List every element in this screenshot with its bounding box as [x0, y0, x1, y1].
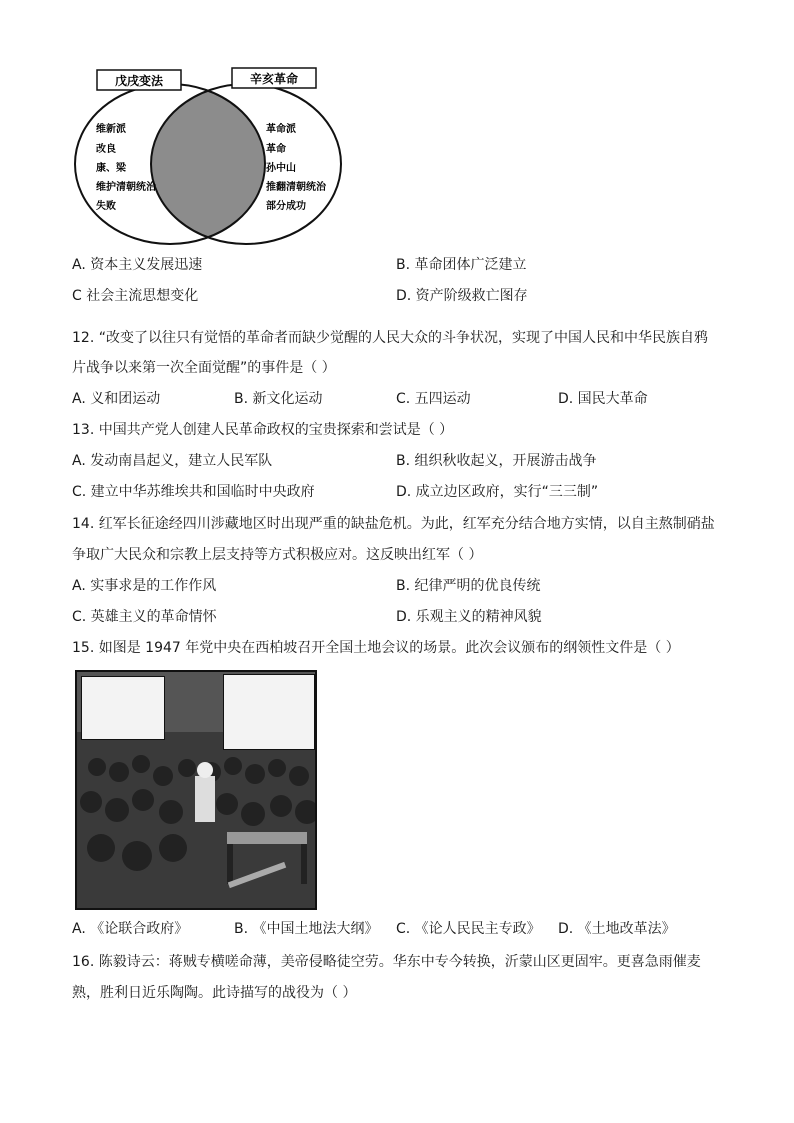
venn-diagram: [70, 64, 350, 248]
q13-option-b[interactable]: B. 组织秋收起义，开展游击战争: [396, 453, 597, 469]
q15-option-a[interactable]: A. 《论联合政府》: [72, 921, 189, 937]
q12-option-d[interactable]: D. 国民大革命: [558, 391, 648, 407]
q15-option-d[interactable]: D. 《土地改革法》: [558, 921, 676, 937]
venn-left-item: 维新派: [96, 124, 126, 135]
venn-right-item: 孙中山: [266, 163, 296, 174]
q11-option-a[interactable]: A. 资本主义发展迅速: [72, 257, 203, 273]
venn-right-item: 革命: [266, 144, 286, 155]
q13-stem: 13. 中国共产党人创建人民革命政权的宝贵探索和尝试是（ ）: [72, 422, 454, 438]
venn-left-item: 维护清朝统治: [96, 182, 156, 193]
q12-option-c[interactable]: C. 五四运动: [396, 391, 471, 407]
q15-option-b[interactable]: B. 《中国土地法大纲》: [234, 921, 379, 937]
q14-option-a[interactable]: A. 实事求是的工作作风: [72, 578, 217, 594]
speech-bubble-left: [81, 676, 165, 740]
venn-left-item: 康、梁: [96, 163, 126, 174]
q14-option-d[interactable]: D. 乐观主义的精神风貌: [396, 609, 542, 625]
venn-left-item: 失败: [96, 201, 116, 212]
land-conference-photo: [75, 670, 317, 910]
q14-option-b[interactable]: B. 纪律严明的优良传统: [396, 578, 541, 594]
q13-option-a[interactable]: A. 发动南昌起义，建立人民军队: [72, 453, 273, 469]
q12-option-a[interactable]: A. 义和团运动: [72, 391, 161, 407]
q12-stem-line2: 片战争以来第一次全面觉醒”的事件是（ ）: [72, 360, 336, 376]
q12-option-b[interactable]: B. 新文化运动: [234, 391, 323, 407]
q15-stem: 15. 如图是 1947 年党中央在西柏坡召开全国土地会议的场景。此次会议颁布的纲领性文件是（ ）: [72, 640, 680, 656]
q15-option-c[interactable]: C. 《论人民民主专政》: [396, 921, 541, 937]
q14-stem-line2: 争取广大民众和宗教上层支持等方式积极应对。这反映出红军（ ）: [72, 547, 483, 563]
venn-right-item: 推翻清朝统治: [266, 182, 326, 193]
q13-option-c[interactable]: C. 建立中华苏维埃共和国临时中央政府: [72, 484, 315, 500]
q11-option-b[interactable]: B. 革命团体广泛建立: [396, 257, 527, 273]
q16-stem-line2: 熟，胜利日近乐陶陶。此诗描写的战役为（ ）: [72, 985, 357, 1001]
speech-bubble-right: [223, 674, 315, 750]
q12-stem-line1: 12. “改变了以往只有觉悟的革命者而缺少觉醒的人民大众的斗争状况，实现了中国人民和中华民族自鸦: [72, 330, 708, 346]
q11-option-d[interactable]: D. 资产阶级救亡图存: [396, 288, 528, 304]
q14-stem-line1: 14. 红军长征途经四川涉藏地区时出现严重的缺盐危机。为此，红军充分结合地方实情，以自主熬制硝盐: [72, 516, 715, 532]
q11-option-c[interactable]: C 社会主流思想变化: [72, 288, 199, 304]
q13-option-d[interactable]: D. 成立边区政府，实行“三三制”: [396, 484, 599, 500]
venn-left-item: 改良: [96, 144, 116, 155]
venn-right-title: 辛亥革命: [249, 72, 299, 86]
venn-right-item: 革命派: [266, 124, 296, 135]
q16-stem-line1: 16. 陈毅诗云：蒋贼专横嗟命薄，美帝侵略徒空劳。华东中专今转换，沂蒙山区更固牢。更喜急雨催麦: [72, 954, 701, 970]
venn-right-item: 部分成功: [266, 201, 306, 212]
q14-option-c[interactable]: C. 英雄主义的革命情怀: [72, 609, 217, 625]
venn-left-title: 戊戌变法: [114, 74, 164, 88]
